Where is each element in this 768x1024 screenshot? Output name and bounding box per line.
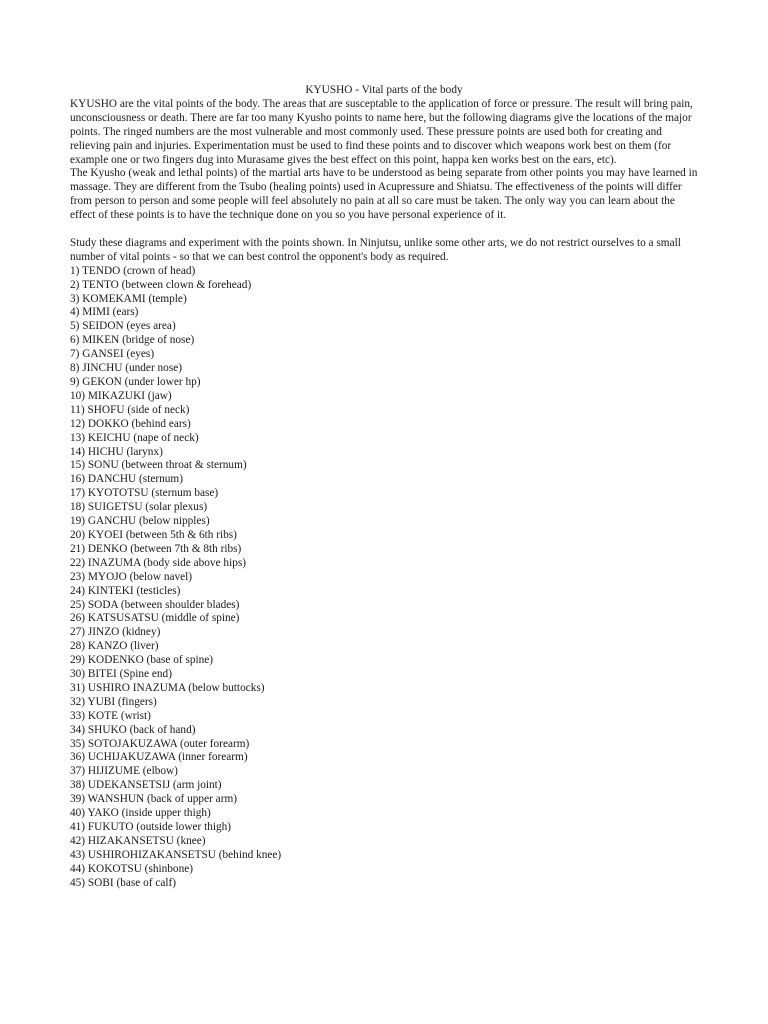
vital-point-item: 1) TENDO (crown of head) xyxy=(70,264,196,277)
vital-point-item: 41) FUKUTO (outside lower thigh) xyxy=(70,821,232,834)
vital-point-item: 28) KANZO (liver) xyxy=(70,640,159,653)
vital-point-item: 13) KEICHU (nape of neck) xyxy=(70,431,199,444)
vital-point-item: 14) HICHU (larynx) xyxy=(70,445,163,458)
vital-point-item: 39) WANSHUN (back of upper arm) xyxy=(70,793,238,806)
vital-point-item: 6) MIKEN (bridge of nose) xyxy=(70,334,195,347)
vital-point-item: 22) INAZUMA (body side above hips) xyxy=(70,556,247,569)
vital-point-item: 45) SOBI (base of calf) xyxy=(70,876,177,889)
vital-point-item: 31) USHIRO INAZUMA (below buttocks) xyxy=(70,681,265,694)
vital-point-item: 7) GANSEI (eyes) xyxy=(70,348,155,361)
vital-point-item: 34) SHUKO (back of hand) xyxy=(70,723,196,736)
vital-point-item: 8) JINCHU (under nose) xyxy=(70,362,183,375)
study-paragraph: Study these diagrams and experiment with the points shown. In Ninjutsu, unlike some other arts, we do not restrict ourselves to a small number of vital points - so that we can best control the opponent's body as required. xyxy=(70,236,681,263)
vital-point-item: 21) DENKO (between 7th & 8th ribs) xyxy=(70,542,242,555)
vital-point-item: 25) SODA (between shoulder blades) xyxy=(70,598,240,611)
vital-point-item: 2) TENTO (between clown & forehead) xyxy=(70,278,252,291)
paragraph-spacer xyxy=(70,223,698,237)
vital-point-item: 27) JINZO (kidney) xyxy=(70,626,161,639)
vital-point-item: 42) HIZAKANSETSU (knee) xyxy=(70,834,206,847)
vital-point-item: 4) MIMI (ears) xyxy=(70,306,139,319)
vital-point-item: 33) KOTE (wrist) xyxy=(70,709,151,722)
vital-point-item: 11) SHOFU (side of neck) xyxy=(70,403,190,416)
vital-point-item: 20) KYOEI (between 5th & 6th ribs) xyxy=(70,528,237,541)
document-title: KYUSHO - Vital parts of the body xyxy=(305,84,463,96)
vital-point-item: 17) KYOTOTSU (sternum base) xyxy=(70,487,219,500)
vital-point-item: 38) UDEKANSETSIJ (arm joint) xyxy=(70,779,222,792)
vital-point-item: 12) DOKKO (behind ears) xyxy=(70,417,191,430)
vital-point-item: 15) SONU (between throat & sternum) xyxy=(70,459,247,472)
vital-point-item: 40) YAKO (inside upper thigh) xyxy=(70,807,211,820)
document-page xyxy=(70,84,698,891)
vital-point-item: 23) MYOJO (below navel) xyxy=(70,570,193,583)
vital-point-item: 32) YUBI (fingers) xyxy=(70,695,157,708)
vital-point-item: 30) BITEI (Spine end) xyxy=(70,668,172,681)
vital-point-item: 5) SEIDON (eyes area) xyxy=(70,320,176,333)
vital-point-item: 37) HIJIZUME (elbow) xyxy=(70,765,178,778)
vital-point-item: 10) MIKAZUKI (jaw) xyxy=(70,389,172,402)
vital-points-list xyxy=(70,265,698,891)
vital-point-item: 9) GEKON (under lower hp) xyxy=(70,376,201,389)
vital-point-item: 3) KOMEKAMI (temple) xyxy=(70,292,187,305)
vital-point-item: 24) KINTEKI (testicles) xyxy=(70,584,181,597)
vital-point-item: 44) KOKOTSU (shinbone) xyxy=(70,862,193,875)
vital-point-item: 36) UCHIJAKUZAWA (inner forearm) xyxy=(70,751,248,764)
vital-point-item: 18) SUIGETSU (solar plexus) xyxy=(70,501,208,514)
vital-point-item: 16) DANCHU (sternum) xyxy=(70,473,183,486)
vital-point-item: 29) KODENKO (base of spine) xyxy=(70,654,214,667)
vital-point-item: 43) USHIROHIZAKANSETSU (behind knee) xyxy=(70,848,282,861)
kyusho-vs-tsubo-paragraph: The Kyusho (weak and lethal points) of the martial arts have to be understood as being separate from other points you may have learned in massage. They are different from the Tsubo (healing points) used in Acupressure and Shiatsu. The effectiveness of the points will differ from person to person and some people will feel absolutely no pain at all so care must be taken. The only way you can learn about the effect of these points is to have the technique done on you so you have personal experience of it. xyxy=(70,167,698,222)
vital-point-item: 35) SOTOJAKUZAWA (outer forearm) xyxy=(70,737,250,750)
vital-point-item: 19) GANCHU (below nipples) xyxy=(70,515,210,528)
intro-paragraph: KYUSHO are the vital points of the body. The areas that are susceptable to the application of force or pressure. The result will bring pain, unconsciousness or death. There are far too many Kyusho points to name here, but the following diagrams give the locations of the major points. The ringed numbers are the most vulnerable and most commonly used. These pressure points are used both for creating and relieving pain and injuries. Experimentation must be used to find these points and to discover which weapons work best on them (for example one or two fingers dug into Murasame gives the best effect on this point, happa ken works best on the ears, etc). xyxy=(70,97,693,166)
vital-point-item: 26) KATSUSATSU (middle of spine) xyxy=(70,612,240,625)
